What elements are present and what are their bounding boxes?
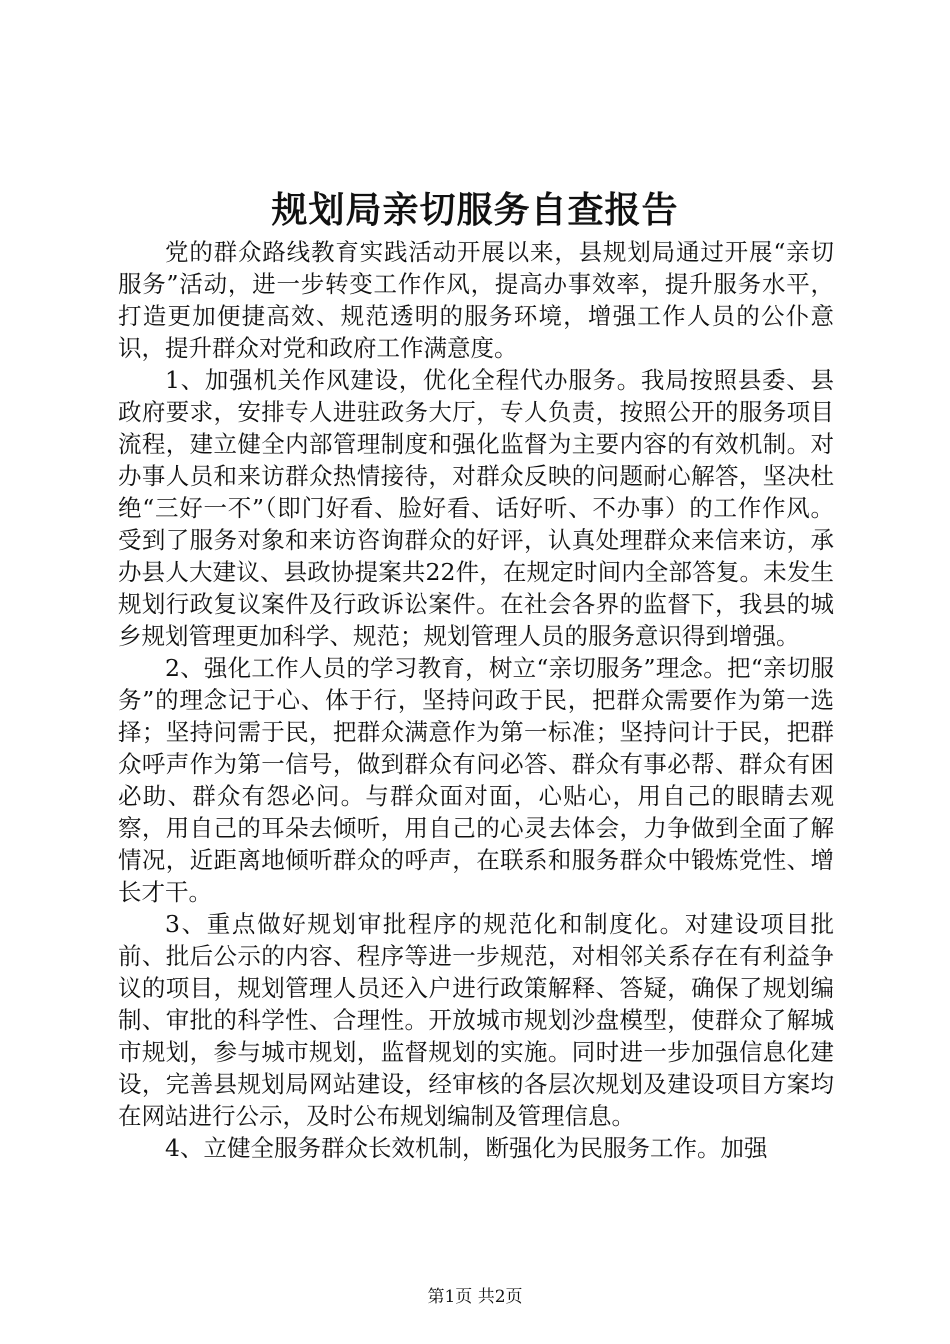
paragraph-section-2: 2、强化工作人员的学习教育，树立“亲切服务”理念。把“亲切服务”的理念记于心、体于行，坚持问政于民，把群众需要作为第一选择；坚持问需于民，把群众满意作为第一标准；坚持问计于民，把群众呼声作为第一信号，做到群众有问必答、群众有事必帮、群众有困必助、群众有怨必问。与群众面对面，心贴心，用自己的眼睛去观察，用自己的耳朵去倾听，用自己的心灵去体会，力争做到全面了解情况，近距离地倾听群众的呼声，在联系和服务群众中锻炼党性、增长才干。	[118, 654, 834, 906]
document-title: 规划局亲切服务自查报告	[271, 189, 679, 231]
document-body	[118, 236, 834, 1164]
paragraph-intro: 党的群众路线教育实践活动开展以来，县规划局通过开展“亲切服务”活动，进一步转变工作作风，提高办事效率，提升服务水平，打造更加便捷高效、规范透明的服务环境，增强工作人员的公仆意识，提升群众对党和政府工作满意度。	[118, 238, 834, 362]
paragraph-section-3: 3、重点做好规划审批程序的规范化和制度化。对建设项目批前、批后公示的内容、程序等进一步规范，对相邻关系存在有利益争议的项目，规划管理人员还入户进行政策解释、答疑，确保了规划编制、审批的科学性、合理性。开放城市规划沙盘模型，使群众了解城市规划，参与城市规划，监督规划的实施。同时进一步加强信息化建设，完善县规划局网站建设，经审核的各层次规划及建设项目方案均在网站进行公示，及时公布规划编制及管理信息。	[118, 910, 834, 1130]
page-number-footer: 第1页 共2页	[427, 1287, 523, 1307]
paragraph-section-1: 1、加强机关作风建设，优化全程代办服务。我局按照县委、县政府要求，安排专人进驻政务大厅，专人负责，按照公开的服务项目流程，建立健全内部管理制度和强化监督为主要内容的有效机制。对办事人员和来访群众热情接待，对群众反映的问题耐心解答，坚决杜绝“三好一不”（即门好看、脸好看、话好听、不办事）的工作作风。受到了服务对象和来访咨询群众的好评，认真处理群众来信来访，承办县人大建议、县政协提案共22件，在规定时间内全部答复。未发生规划行政复议案件及行政诉讼案件。在社会各界的监督下，我县的城乡规划管理更加科学、规范；规划管理人员的服务意识得到增强。	[118, 366, 834, 650]
paragraph-section-4: 4、立健全服务群众长效机制，断强化为民服务工作。加强	[165, 1134, 768, 1162]
